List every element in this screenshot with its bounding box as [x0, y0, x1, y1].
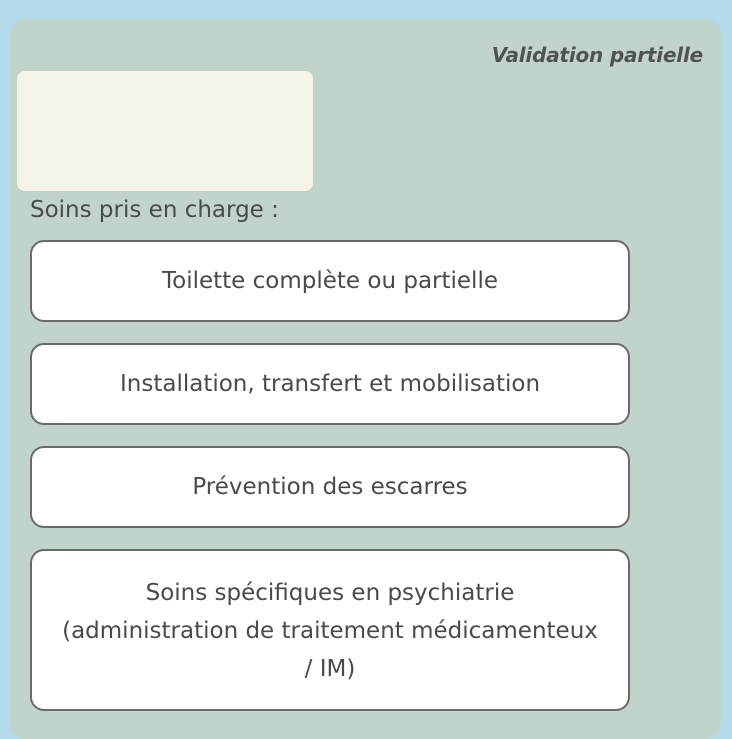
- care-item-prevention[interactable]: [30, 446, 630, 528]
- image-placeholder: [17, 71, 313, 191]
- care-item-installation[interactable]: [30, 343, 630, 425]
- care-item-label: Toilette complète ou partielle: [162, 268, 498, 294]
- care-item-label: Soins spécifiques en psychiatrie (administration de traitement médicamenteux / IM): [62, 580, 598, 682]
- care-item-toilette[interactable]: [30, 240, 630, 322]
- validation-status-label: Validation partielle: [491, 43, 703, 67]
- care-section-label: Soins pris en charge :: [30, 197, 279, 223]
- care-list: [30, 240, 630, 732]
- care-item-label: Prévention des escarres: [192, 474, 468, 500]
- validation-card: [10, 19, 721, 739]
- care-item-label: Installation, transfert et mobilisation: [119, 371, 541, 397]
- care-item-psychiatrie[interactable]: [30, 549, 630, 711]
